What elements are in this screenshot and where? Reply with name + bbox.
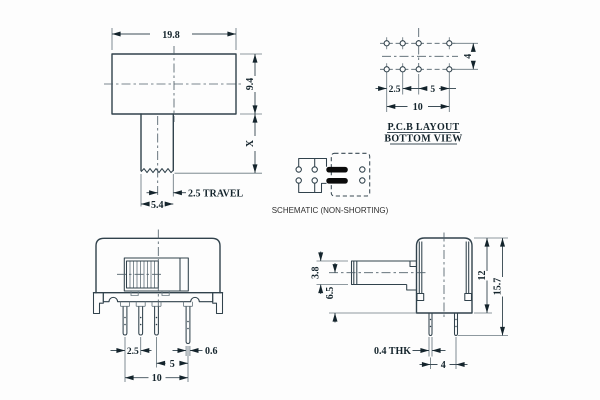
- rail-foot-left: [417, 294, 424, 301]
- pcb-hole: [384, 41, 389, 46]
- pin-4: [186, 307, 190, 344]
- extension-lines: [112, 28, 262, 207]
- dim-pin-pitch: 4: [440, 360, 446, 371]
- stem-edges: [141, 114, 173, 171]
- pin-collars: [121, 302, 193, 307]
- contact-bar-bottom: [326, 178, 348, 184]
- pcb-hole: [400, 67, 405, 72]
- pin-hole: [156, 324, 158, 326]
- pin-2: [139, 307, 143, 336]
- dim-stem-length: X: [245, 139, 256, 148]
- pcb-layout-view: [376, 28, 479, 145]
- slider-dashed-box: [331, 153, 369, 196]
- dim-span: 10: [412, 102, 423, 113]
- break-line: [141, 169, 173, 173]
- top-view: [104, 28, 262, 211]
- rail-foot-right: [465, 294, 472, 301]
- pin-hole: [430, 326, 431, 327]
- pin-hole: [124, 317, 126, 319]
- wire-top: [299, 159, 327, 167]
- schematic-view: [272, 153, 389, 215]
- dim-overall-height: 15.7: [492, 277, 504, 296]
- dim-pitch-large: 5: [169, 358, 175, 370]
- terminal: [360, 178, 365, 183]
- left-bracket: [94, 293, 104, 314]
- dim-pitch-small: 2.5: [388, 85, 401, 95]
- right-bracket: [213, 293, 223, 314]
- schematic-caption: SCHEMATIC (NON-SHORTING): [271, 206, 389, 215]
- dim-travel: 2.5 TRAVEL: [188, 188, 244, 200]
- pin-hole: [455, 319, 456, 320]
- dim-knob-diameter: 3.8: [310, 266, 322, 279]
- side-view: [311, 233, 509, 372]
- dim-pitch-small: 2.5: [126, 347, 139, 357]
- extension-lines: [387, 43, 478, 112]
- pcb-hole: [447, 41, 452, 46]
- pin-hole: [455, 326, 456, 327]
- pin-hole: [140, 317, 142, 319]
- dim-pitch-large: 5: [430, 85, 436, 95]
- pin-1: [123, 307, 127, 336]
- dim-body-width: 19.8: [162, 29, 180, 41]
- dim-body-height: 12: [477, 270, 488, 281]
- terminal: [360, 167, 365, 172]
- pin-3: [155, 307, 159, 336]
- dim-pin-width: 0.6: [205, 346, 218, 357]
- terminal: [312, 167, 317, 172]
- pin-row-2: [455, 313, 458, 336]
- front-view: [94, 230, 223, 385]
- dim-span: 10: [151, 373, 162, 385]
- pcb-hole: [416, 67, 421, 72]
- pin-hole: [430, 319, 431, 320]
- terminal: [296, 167, 301, 172]
- terminal: [312, 178, 317, 183]
- wire-bottom: [299, 183, 327, 192]
- bottom-view-subtitle: BOTTOM VIEW: [384, 133, 463, 145]
- knob-shaft: [352, 261, 417, 290]
- dim-pin-thickness: 0.4 THK: [373, 346, 411, 357]
- pin-hole: [156, 317, 158, 319]
- pin-hole: [187, 321, 189, 323]
- dim-stem-width: 5.4: [150, 199, 164, 211]
- dim-knob-center-height: 6.5: [325, 286, 336, 300]
- contact-bar-top: [326, 167, 348, 173]
- pcb-layout-title: P.C.B LAYOUT: [387, 122, 460, 133]
- dim-body-height: 9.4: [245, 77, 256, 91]
- pin-hole: [124, 324, 126, 326]
- terminal: [296, 178, 301, 183]
- pcb-hole: [400, 41, 405, 46]
- pcb-hole: [447, 67, 452, 72]
- pin-hole: [140, 324, 142, 326]
- pin-hole: [187, 328, 189, 330]
- dim-row-pitch: 4: [463, 53, 474, 59]
- extension-lines: [317, 238, 509, 369]
- pin-row-1: [429, 313, 432, 336]
- pcb-hole: [416, 41, 421, 46]
- pcb-hole: [384, 67, 389, 72]
